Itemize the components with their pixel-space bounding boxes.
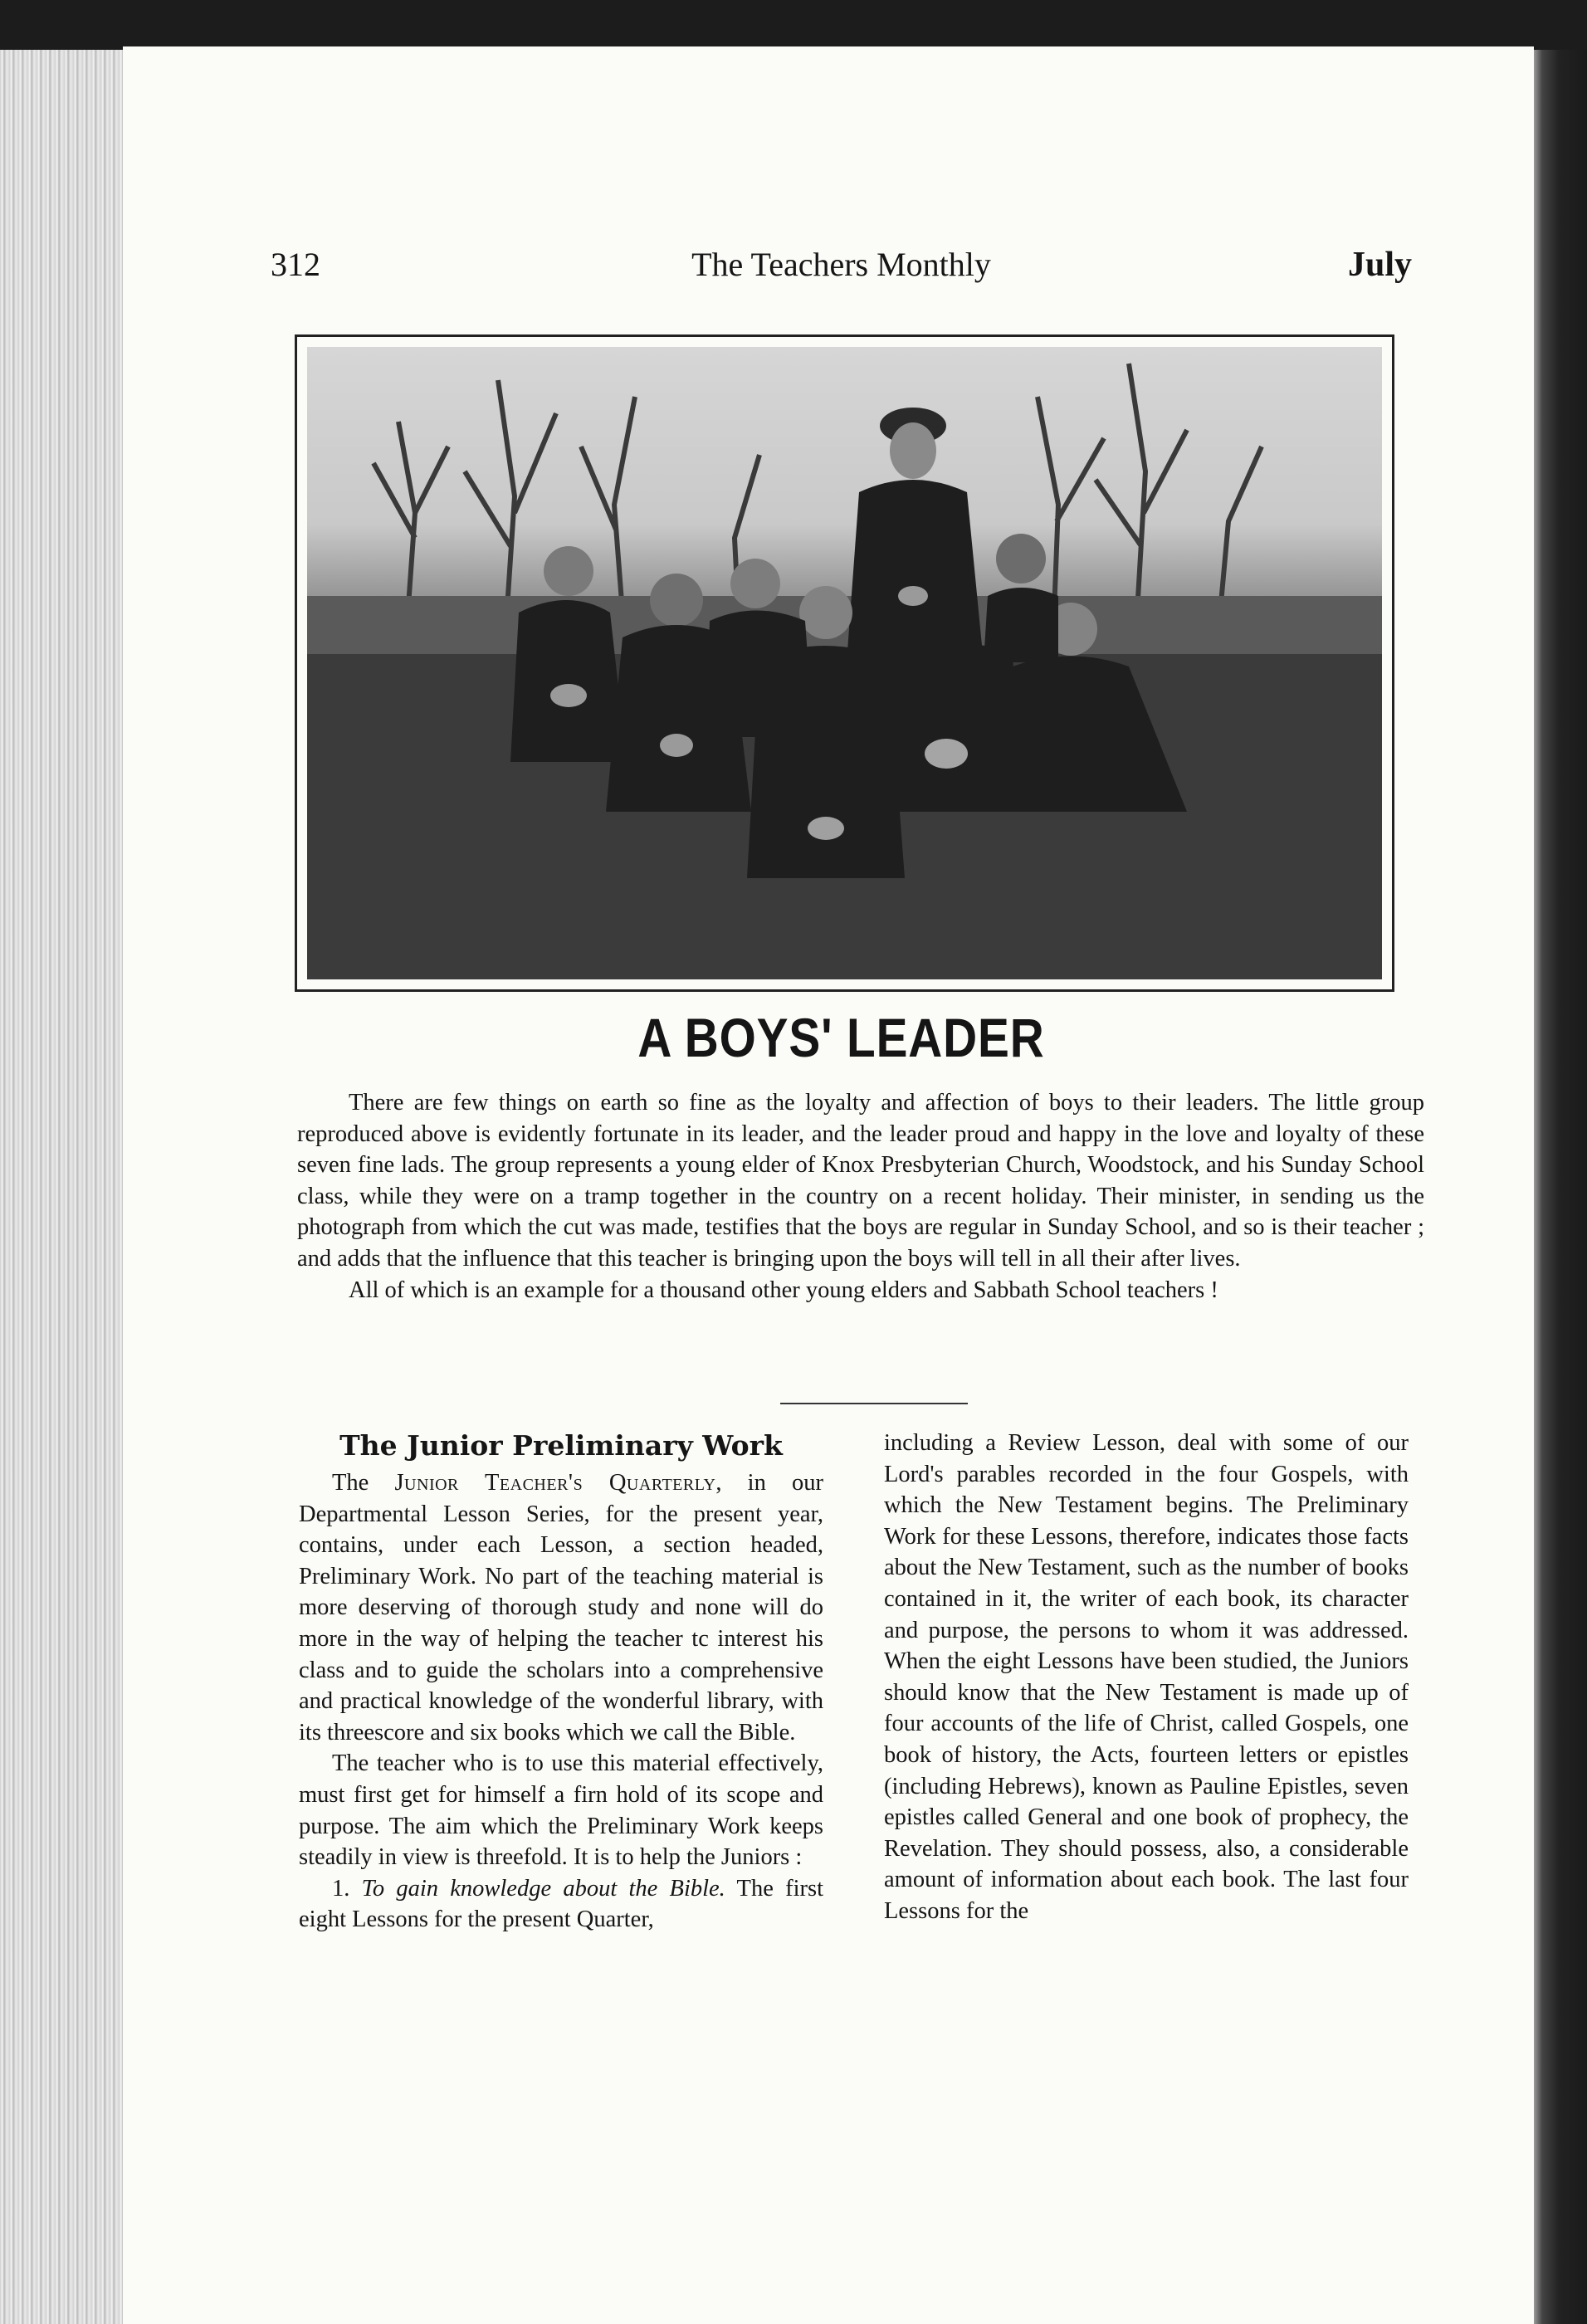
page-number: 312 bbox=[271, 246, 320, 283]
list-number: 1. bbox=[332, 1875, 350, 1902]
article-paragraph: All of which is an example for a thousand other young elders and Sabbath School teachers ! bbox=[349, 1277, 1218, 1303]
publication-name: Junior Teacher's Quarterly bbox=[394, 1470, 716, 1496]
article-headline: A BOYS' LEADER bbox=[637, 1007, 1045, 1068]
section-paragraph bbox=[299, 1467, 823, 1748]
right-column bbox=[884, 1428, 1409, 1927]
paragraph-lead: The bbox=[332, 1470, 369, 1496]
photograph-of-group-of-boys-with-leader-icon bbox=[307, 347, 1382, 979]
book-gutter bbox=[1526, 50, 1587, 2324]
section-paragraph: The teacher who is to use this material effectively, must first get for himself a firn hold of its scope and purpose. The aim which the Preliminary Work keeps steadily in view is threefold. It is to help the Juniors : bbox=[299, 1750, 823, 1871]
section-divider bbox=[780, 1403, 968, 1404]
paragraph-text: , in our Departmental Lesson Series, for the present year, contains, under each Lesson, a section headed, Preliminary Work. No part of the teaching material is more deserving of thorough study and none will do more in the way of helping the teacher tc interest his class and to guide the scholars into a comprehensive and practical knowledge of the wonderful library, with its threescore and six books which we call the Bible. bbox=[299, 1470, 823, 1745]
issue-month: July bbox=[1347, 246, 1412, 284]
section-title: The Junior Preliminary Work bbox=[339, 1429, 783, 1462]
photo-frame bbox=[295, 334, 1394, 992]
list-heading: To gain knowledge about the Bible. bbox=[361, 1875, 725, 1902]
left-column bbox=[299, 1428, 823, 1936]
section-paragraph bbox=[299, 1873, 823, 1936]
paragraph-text: The first eight Lessons for the present Quarter, bbox=[299, 1875, 823, 1933]
group-photograph bbox=[307, 347, 1382, 979]
article-body bbox=[297, 1087, 1424, 1306]
page-edges bbox=[0, 50, 125, 2324]
running-title: The Teachers Monthly bbox=[691, 246, 991, 283]
running-header bbox=[271, 244, 1412, 286]
figures bbox=[510, 408, 1187, 878]
section-paragraph: including a Review Lesson, deal with some of our Lord's parables recorded in the four Gospels, with which the New Testament begins. The Preliminary Work for these Lessons, therefore, indicates those facts about the New Testament, such as the number of books contained in it, the writer of each book, its character and purpose, the persons to whom it was addressed. When the eight Lessons have been studied, the Juniors should know that the New Testament is made up of four accounts of the life of Christ, called Gospels, one book of history, the Acts, fourteen letters or epistles (including Hebrews), known as Pauline Epistles, seven epistles called General and one book of prophecy, the Revelation. They should possess, also, a considerable amount of information about each book. The last four Lessons for the bbox=[884, 1430, 1409, 1924]
article-paragraph: There are few things on earth so fine as the loyalty and affection of boys to their leaders. The little group reproduced above is evidently fortunate in its leader, and the leader proud and happy in the love and loyalty of these seven fine lads. The group represents a young elder of Knox Presbyterian Church, Woodstock, and his Sunday School class, while they were on a tramp together in the country on a recent holiday. Their minister, in sending us the photograph from which the cut was made, testifies that the boys are regular in Sunday School, and so is their teacher ; and adds that the influence that this teacher is bringing upon the boys will tell in all their after lives. bbox=[297, 1090, 1424, 1272]
